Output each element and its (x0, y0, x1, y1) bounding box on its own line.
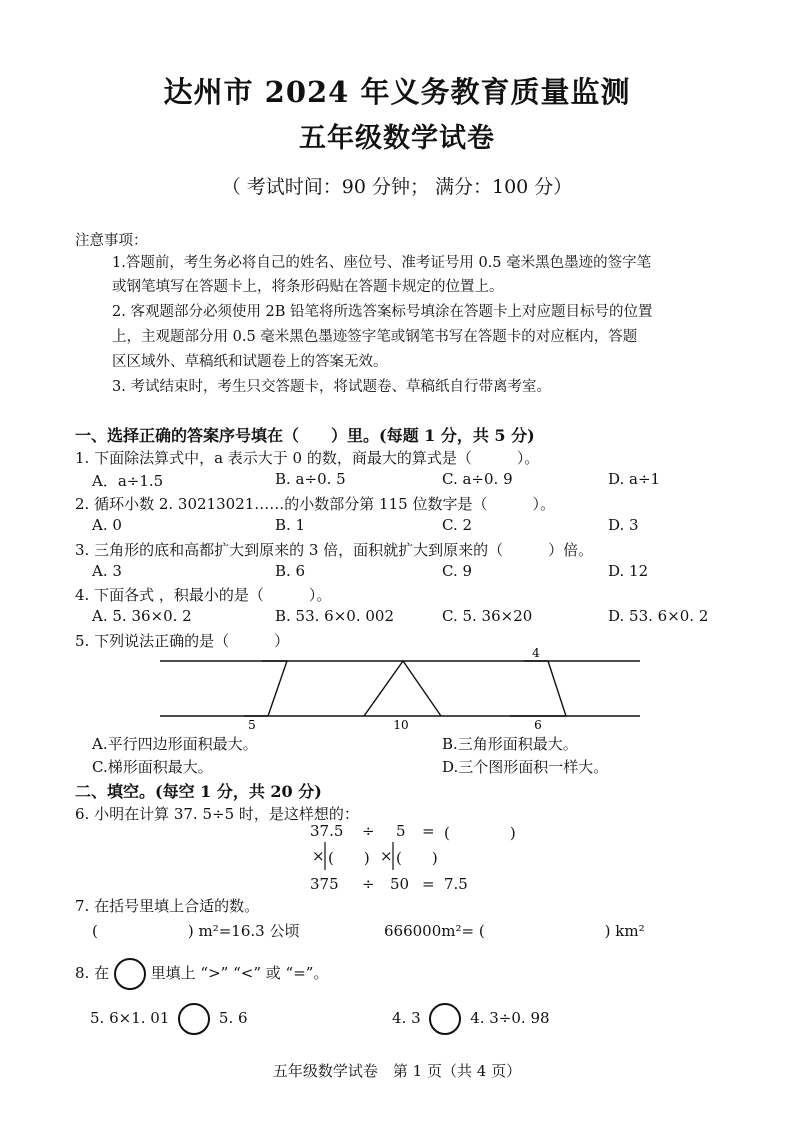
q4-option-c: C. 5. 36×20 (442, 607, 533, 625)
section-2-heading: 二、填空。(每空 1 分，共 20 分) (75, 782, 322, 801)
q6-row2-times-2: × (380, 847, 393, 865)
q8-cmp1-left: 5. 6×1. 01 (90, 1009, 170, 1027)
figure-label-bottom-right: 6 (534, 718, 542, 732)
page-footer: 五年级数学试卷 第 1 页（共 4 页） (272, 1062, 522, 1080)
q6-row3-dividend: 375 (310, 875, 339, 893)
q6-row3-quotient: 7.5 (444, 875, 468, 893)
q2-option-b: B. 1 (275, 516, 306, 534)
parallelogram-shape (244, 661, 287, 716)
q1-option-b: B. a÷0. 5 (275, 470, 346, 488)
exam-title: 达州市 2024 年义务教育质量监测 (163, 75, 631, 109)
q6-row1-equals: = (422, 822, 435, 840)
q3-option-a: A. 3 (92, 562, 122, 580)
q4-option-a: A. 5. 36×0. 2 (92, 607, 192, 625)
q2-option-a: A. 0 (92, 516, 122, 534)
q2-option-d: D. 3 (608, 516, 639, 534)
q6-row3-divide: ÷ (362, 875, 375, 893)
q5-option-c: C.梯形面积最大。 (92, 758, 213, 776)
q6-row2-blank-2: ( ) (396, 849, 438, 867)
q1-option-a: A．a÷1.5 (92, 472, 164, 490)
q1-option-c: C. a÷0. 9 (442, 470, 513, 488)
note-item-3: 3. 考试结束时，考生只交答题卡，将试题卷、草稿纸自行带离考室。 (112, 379, 551, 395)
question-5-stem: 5. 下列说法正确的是（ ） (75, 632, 290, 650)
q3-option-d: D. 12 (608, 562, 649, 580)
q8-cmp1-right: 5. 6 (218, 1009, 248, 1027)
q5-option-d: D.三个图形面积一样大。 (442, 758, 609, 776)
section-1-heading: 一、选择正确的答案序号填在（ ）里。(每题 1 分，共 5 分) (75, 426, 535, 445)
q6-row1-divide: ÷ (362, 822, 375, 840)
note-item-1-line-1: 1.答题前，考生务必将自己的姓名、座位号、准考证号用 0.5 毫米黑色墨迹的签字笔 (112, 255, 652, 271)
exam-subtitle: 五年级数学试卷 (299, 123, 495, 154)
triangle-shape (364, 661, 441, 716)
q4-option-d: D. 53. 6×0. 2 (608, 607, 709, 625)
figure-label-bottom-mid: 10 (393, 718, 409, 732)
parallel-lines-figure (150, 645, 650, 735)
exam-info: （ 考试时间：90 分钟； 满分：100 分） (221, 176, 573, 198)
q6-row1-blank: ( ) (444, 824, 516, 842)
q8-stem-post: 里填上 “>” “<” 或 “=”。 (150, 964, 329, 982)
figure-label-top: 4 (532, 646, 540, 660)
q6-row1-dividend: 37.5 (310, 822, 344, 840)
question-2-stem: 2. 循环小数 2. 30213021……的小数部分第 115 位数字是（ ）。 (75, 495, 555, 513)
q3-option-c: C. 9 (442, 562, 473, 580)
note-item-2-line-3: 区区域外、草稿纸和试题卷上的答案无效。 (112, 354, 388, 370)
q6-row2-blank-1: ( ) (328, 849, 370, 867)
question-7-stem: 7. 在括号里填上合适的数。 (75, 897, 260, 915)
q6-calculation (310, 820, 530, 900)
question-3-stem: 3. 三角形的底和高都扩大到原来的 3 倍，面积就扩大到原来的（ ）倍。 (75, 541, 594, 559)
q6-row1-divisor: 5 (396, 822, 406, 840)
q2-option-c: C. 2 (442, 516, 473, 534)
q8-cmp2-circle-icon[interactable] (429, 1003, 461, 1035)
q8-stem-pre: 8. 在 (75, 964, 110, 982)
q6-row3-equals: = (422, 875, 435, 893)
q8-comparison-1 (90, 1003, 248, 1035)
q5-option-b: B.三角形面积最大。 (442, 735, 578, 753)
q4-option-b: B. 53. 6×0. 002 (275, 607, 395, 625)
q7-blank-2: 666000m²= ( ) km² (384, 922, 645, 940)
figure-label-bottom-left: 5 (248, 718, 256, 732)
q8-stem-circle-icon (114, 958, 146, 990)
note-item-2-line-2: 上，主观题部分用 0.5 毫米黑色墨迹签字笔或钢笔书写在答题卡的对应框内，答题 (112, 329, 638, 345)
q6-row3-divisor: 50 (390, 875, 410, 893)
question-4-stem: 4. 下面各式 ，积最小的是（ ）。 (75, 586, 332, 604)
q3-option-b: B. 6 (275, 562, 306, 580)
q8-cmp2-left: 4. 3 (392, 1009, 421, 1027)
note-item-1-line-2: 或钢笔填写在答题卡上，将条形码贴在答题卡规定的位置上。 (112, 279, 504, 295)
q6-arrows (310, 820, 410, 880)
q6-row2-times-1: × (312, 847, 325, 865)
question-6-stem: 6. 小明在计算 37. 5÷5 时，是这样想的： (75, 805, 359, 823)
trapezoid-shape (510, 661, 566, 716)
question-1-stem: 1. 下面除法算式中，a 表示大于 0 的数，商最大的算式是（ ）。 (75, 449, 540, 467)
q7-blank-1: ( ) m²=16.3 公顷 (92, 922, 300, 940)
q8-comparison-2 (392, 1003, 550, 1035)
q8-cmp1-circle-icon[interactable] (178, 1003, 210, 1035)
q5-option-a: A.平行四边形面积最大。 (92, 735, 258, 753)
q8-cmp2-right: 4. 3÷0. 98 (470, 1009, 550, 1027)
question-8-stem (75, 958, 328, 990)
q1-option-d: D. a÷1 (608, 470, 661, 488)
notes-heading: 注意事项： (75, 233, 148, 249)
note-item-2-line-1: 2. 客观题部分必须使用 2B 铅笔将所选答案标号填涂在答题卡上对应题目标号的位置 (112, 304, 653, 320)
